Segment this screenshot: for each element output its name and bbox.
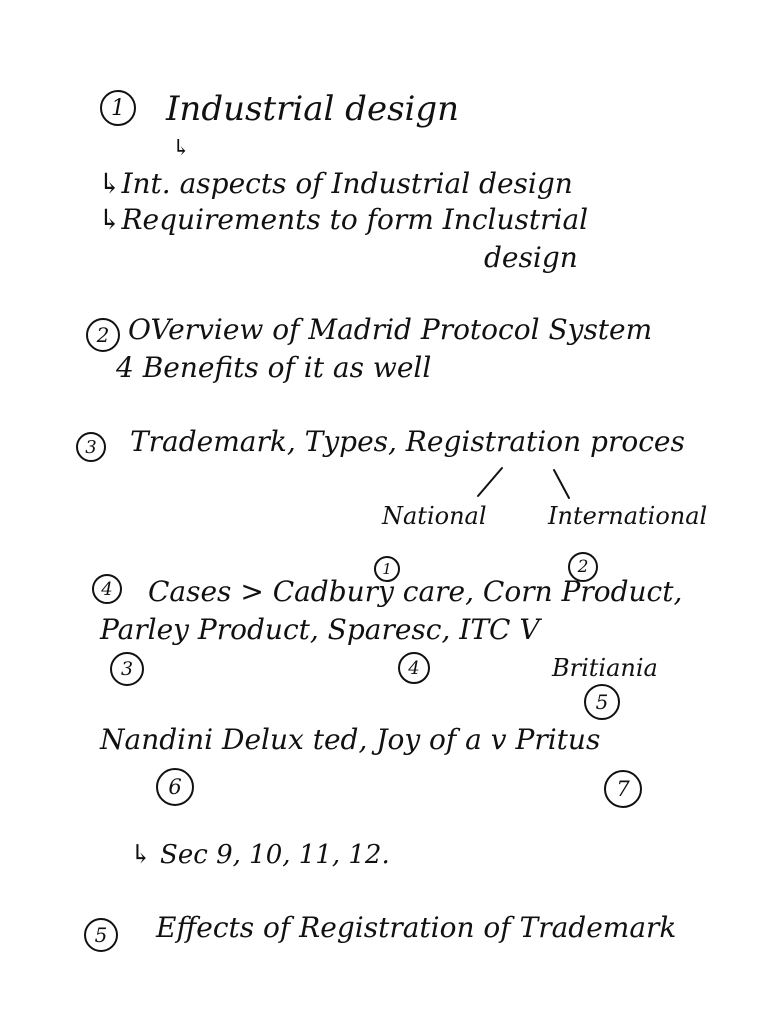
item3-branch-national: National	[382, 502, 487, 530]
item1-number: 1	[100, 90, 136, 126]
case-mark-3: 3	[110, 652, 144, 686]
item5-number: 5	[84, 918, 118, 952]
item4-line-b-cont: Britiania	[552, 654, 658, 682]
case-mark-6: 6	[156, 768, 194, 806]
case-mark-5: 5	[584, 684, 620, 720]
item2-line-b: 4 Benefits of it as well	[116, 351, 432, 384]
item1-line-b: ↳Requirements to form Inclustrial	[98, 203, 589, 236]
item4-line-b: Parley Product, Sparesc, ITC V	[100, 613, 540, 646]
item1-sub-arrow: ↳	[172, 136, 191, 161]
branch-line-international	[554, 470, 569, 498]
item3-branch-international: International	[548, 502, 708, 530]
case-mark-7: 7	[604, 770, 642, 808]
item1-line-a: ↳Int. aspects of Industrial design	[98, 167, 573, 200]
item4-line-a: Cases > Cadbury care, Corn Product,	[148, 575, 683, 608]
item4-number: 4	[92, 574, 122, 604]
item5-line: Effects of Registration of Trademark	[156, 911, 677, 944]
case-mark-4: 4	[398, 652, 430, 684]
case-mark-2: 2	[568, 552, 598, 582]
item2-line-a: OVerview of Madrid Protocol System	[128, 313, 653, 346]
item2-number: 2	[86, 318, 120, 352]
item3-line: Trademark, Types, Registration proces	[130, 425, 685, 458]
case-mark-1: 1	[374, 556, 400, 582]
item4-line-c: Nandini Delux ted, Joy of a v Pritus	[100, 723, 601, 756]
item3-number: 3	[76, 432, 106, 462]
branch-line-national	[478, 468, 502, 496]
item4-sections: ↳ Sec 9, 10, 11, 12.	[130, 840, 390, 870]
item1-title: Industrial design	[166, 89, 460, 129]
item1-line-b-cont: design	[484, 241, 578, 274]
